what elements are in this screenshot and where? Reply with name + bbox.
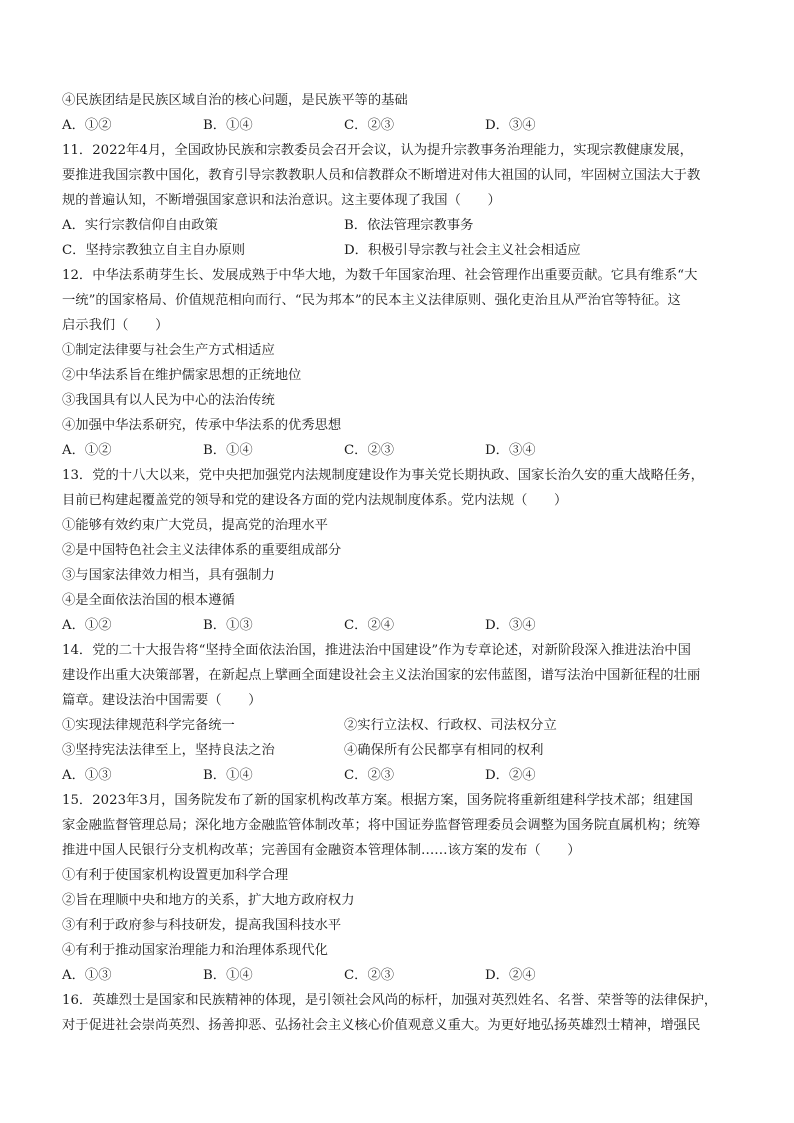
q10-option-a[interactable]: A．①② <box>62 118 112 133</box>
q14-stem-line: 建设作出重大决策部署，在新起点上擘画全面建设社会主义法治国家的宏伟蓝图，谱写法治中国新征程的壮丽 <box>62 668 701 683</box>
q14-stem-line: 篇章。建设法治中国需要（ ） <box>62 693 262 708</box>
q10-item-4: ④民族团结是民族区域自治的核心问题，是民族平等的基础 <box>62 93 408 108</box>
q15-option-d[interactable]: D．②④ <box>485 968 536 983</box>
q11-stem-line: 规的普遍认知，不断增强国家意识和法治意识。这主要体现了我国（ ） <box>62 193 501 208</box>
exam-page <box>62 88 742 1038</box>
q14-option-d[interactable]: D．②④ <box>485 768 536 783</box>
q12-option-b[interactable]: B．①④ <box>203 443 253 458</box>
q15-option-b[interactable]: B．①④ <box>203 968 253 983</box>
question-11 <box>62 138 742 263</box>
question-16 <box>62 988 742 1038</box>
q15-item-4: ④有利于推动国家治理能力和治理体系现代化 <box>62 943 328 958</box>
q11-option-d[interactable]: D．积极引导宗教与社会主义社会相适应 <box>344 243 581 258</box>
q14-stem-line: 14．党的二十大报告将“坚持全面依法治国，推进法治中国建设”作为专章论述，对新阶段深入推进法治中国 <box>62 643 691 658</box>
q10-option-d[interactable]: D．③④ <box>485 118 536 133</box>
q13-option-d[interactable]: D．③④ <box>485 618 536 633</box>
q14-item-4: ④确保所有公民都享有相同的权利 <box>344 743 544 758</box>
q12-item-4: ④加强中华法系研究，传承中华法系的优秀思想 <box>62 418 342 433</box>
q14-items-row <box>62 713 742 738</box>
q13-option-c[interactable]: C．②④ <box>344 618 395 633</box>
q10-options <box>62 113 742 138</box>
q12-option-a[interactable]: A．①② <box>62 443 112 458</box>
q12-stem-line: 一统”的国家格局、价值规范相向而行、“民为邦本”的民本主义法律原则、强化吏治且从严治官等特征。这 <box>62 293 681 308</box>
q13-stem-line: 目前已构建起覆盖党的领导和党的建设各方面的党内法规制度体系。党内法规（ ） <box>62 493 568 508</box>
q15-stem-line: 15．2023年3月，国务院发布了新的国家机构改革方案。根据方案，国务院将重新组建科学技术部；组建国 <box>62 793 693 808</box>
q10-option-b[interactable]: B．①④ <box>203 118 253 133</box>
q11-option-c[interactable]: C．坚持宗教独立自主自办原则 <box>62 243 246 258</box>
q11-options-row <box>62 238 742 263</box>
question-12 <box>62 263 742 463</box>
q11-stem-line: 11．2022年4月，全国政协民族和宗教委员会召开会议，认为提升宗教事务治理能力，实现宗教健康发展， <box>62 143 693 158</box>
q14-items-row <box>62 738 742 763</box>
q12-item-3: ③我国具有以人民为中心的法治传统 <box>62 393 275 408</box>
q14-option-b[interactable]: B．①④ <box>203 768 253 783</box>
q14-item-1: ①实现法律规范科学完备统一 <box>62 718 235 733</box>
q14-option-a[interactable]: A．①③ <box>62 768 112 783</box>
q12-stem-line: 12．中华法系萌芽生长、发展成熟于中华大地，为数千年国家治理、社会管理作出重要贡献。它具有维系“大 <box>62 268 698 283</box>
q12-item-2: ②中华法系旨在维护儒家思想的正统地位 <box>62 368 302 383</box>
q13-item-2: ②是中国特色社会主义法律体系的重要组成部分 <box>62 543 342 558</box>
q15-stem-line: 家金融监督管理总局；深化地方金融监管体制改革；将中国证券监督管理委员会调整为国务院直属机构；统筹 <box>62 818 701 833</box>
q16-stem-line: 对于促进社会崇尚英烈、扬善抑恶、弘扬社会主义核心价值观意义重大。为更好地弘扬英雄烈士精神，增强民 <box>62 1018 701 1033</box>
q11-options-row <box>62 213 742 238</box>
q13-item-4: ④是全面依法治国的根本遵循 <box>62 593 235 608</box>
q11-stem-line: 要推进我国宗教中国化，教育引导宗教教职人员和信教群众不断增进对伟大祖国的认同，牢固树立国法大于教 <box>62 168 701 183</box>
question-14 <box>62 638 742 788</box>
q13-option-a[interactable]: A．①② <box>62 618 112 633</box>
question-13 <box>62 463 742 638</box>
q15-option-a[interactable]: A．①③ <box>62 968 112 983</box>
q11-option-a[interactable]: A．实行宗教信仰自由政策 <box>62 218 218 233</box>
q12-stem-line: 启示我们（ ） <box>62 318 169 333</box>
q15-stem-line: 推进中国人民银行分支机构改革；完善国有金融资本管理体制……该方案的发布（ ） <box>62 843 581 858</box>
q12-item-1: ①制定法律要与社会生产方式相适应 <box>62 343 275 358</box>
q14-item-3: ③坚持宪法法律至上，坚持良法之治 <box>62 743 275 758</box>
q14-option-c[interactable]: C．②③ <box>344 768 395 783</box>
q16-stem-line: 16．英雄烈士是国家和民族精神的体现，是引领社会风尚的标杆，加强对英烈姓名、名誉、荣誉等的法律保护， <box>62 993 718 1008</box>
q14-options <box>62 763 742 788</box>
q13-stem-line: 13．党的十八大以来，党中央把加强党内法规制度建设作为事关党长期执政、国家长治久安的重大战略任务， <box>62 468 704 483</box>
q12-option-c[interactable]: C．②③ <box>344 443 395 458</box>
q15-item-2: ②旨在理顺中央和地方的关系，扩大地方政府权力 <box>62 893 355 908</box>
q15-option-c[interactable]: C．②③ <box>344 968 395 983</box>
q13-item-3: ③与国家法律效力相当，具有强制力 <box>62 568 275 583</box>
q15-options <box>62 963 742 988</box>
q13-options <box>62 613 742 638</box>
question-15 <box>62 788 742 988</box>
q15-item-1: ①有利于使国家机构设置更加科学合理 <box>62 868 289 883</box>
q10-option-c[interactable]: C．②③ <box>344 118 395 133</box>
q12-options <box>62 438 742 463</box>
q13-option-b[interactable]: B．①③ <box>203 618 253 633</box>
q15-item-3: ③有利于政府参与科技研发，提高我国科技水平 <box>62 918 342 933</box>
q11-option-b[interactable]: B．依法管理宗教事务 <box>344 218 474 233</box>
q12-option-d[interactable]: D．③④ <box>485 443 536 458</box>
q13-item-1: ①能够有效约束广大党员，提高党的治理水平 <box>62 518 328 533</box>
q14-item-2: ②实行立法权、行政权、司法权分立 <box>344 718 557 733</box>
